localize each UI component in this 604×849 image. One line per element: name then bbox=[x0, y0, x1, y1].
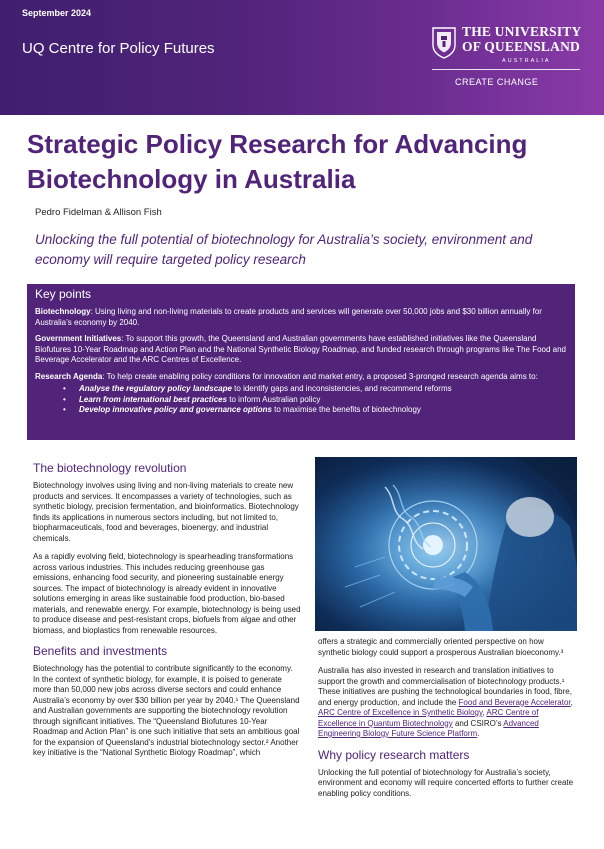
key-point-text: : To support this growth, the Queensland and Australian governments have established initiatives like the Queensland Biofutures 10-Year Roadmap and Action Plan and the National Synthetic Biology Roadmap, and funded research through programs like The Food and Beverage Accelerator and the ARC Centres of Excellence. bbox=[35, 334, 567, 364]
document-title: Strategic Policy Research for Advancing Biotechnology in Australia bbox=[27, 129, 528, 194]
link-food-beverage-accelerator[interactable]: Food and Beverage Accelerator bbox=[458, 697, 571, 707]
paragraph-text: Australia has also invested in research and translation initiatives to support the growth and commercialisation of biotechnology products.¹ These initiatives are pushing the technological boundaries in food, fibre, and energy production, and include the bbox=[318, 666, 572, 707]
agenda-list bbox=[79, 384, 567, 416]
document-subtitle: Unlocking the full potential of biotechnology for Australia’s society, environment and economy will require targeted policy research bbox=[35, 232, 533, 267]
link-arc-synthetic-biology[interactable]: ARC Centre of Excellence in Synthetic Biology bbox=[318, 708, 483, 717]
section-heading-policy-research: Why policy research matters bbox=[318, 747, 470, 762]
paragraph: As a rapidly evolving field, biotechnology is spearheading transformations across various industries. This includes reducing greenhouse gas emissions, enhancing food security, and pioneering sustainable energy sources. The impact of biotechnology is already evident in innovative solutions emerging in areas like sustainable food production, bio-based materials, and renewable energy. For example, biotechnology is being used to produce disease and pest-resistant crops, biofuels from algae and other biomass, and bioplastics from renewable resources. bbox=[33, 552, 301, 635]
key-point-biotechnology bbox=[35, 307, 567, 328]
header-banner bbox=[0, 0, 604, 115]
key-point-government bbox=[35, 334, 567, 366]
agenda-item bbox=[79, 384, 567, 395]
publication-date: September 2024 bbox=[22, 8, 92, 18]
agenda-item-text: to inform Australian policy bbox=[227, 394, 321, 404]
key-point-text: : To help create enabling policy conditions for innovation and market entry, a proposed 3-pronged research agenda aims to: bbox=[102, 371, 538, 381]
university-tagline: CREATE CHANGE bbox=[455, 77, 539, 87]
key-point-label: Government Initiatives bbox=[35, 334, 122, 343]
university-country: AUSTRALIA bbox=[502, 58, 551, 64]
paragraph: offers a strategic and commercially oriented perspective on how synthetic biology could support a prosperous Australian bioeconomy.³ bbox=[318, 637, 564, 657]
agenda-item-emphasis: Develop innovative policy and governance options bbox=[79, 405, 272, 414]
logo-divider bbox=[432, 69, 580, 70]
section-heading-revolution: The biotechnology revolution bbox=[33, 461, 187, 475]
agenda-item-emphasis: Learn from international best practices bbox=[79, 394, 228, 404]
section-heading-benefits: Benefits and investments bbox=[33, 644, 168, 658]
university-name bbox=[462, 24, 581, 54]
centre-name: UQ Centre for Policy Futures bbox=[22, 40, 215, 57]
paragraph: Unlocking the full potential of biotechnology for Australia’s society, environment and economy will require concerted efforts to further create enabling policy conditions. bbox=[318, 767, 574, 798]
key-point-agenda bbox=[35, 372, 567, 383]
link-csiro-platform[interactable]: Advanced Engineering Biology Future Science Platform bbox=[318, 718, 539, 738]
link-arc-quantum-biotechnology[interactable]: ARC Centre of Excellence in Quantum Biotechnology bbox=[318, 708, 539, 728]
key-point-label: Research Agenda bbox=[35, 371, 103, 381]
agenda-item-text: to maximise the benefits of biotechnology bbox=[271, 405, 421, 414]
left-column bbox=[33, 461, 301, 767]
agenda-item-text: to identify gaps and inconsistencies, and recommend reforms bbox=[231, 384, 452, 393]
authors: Pedro Fidelman & Allison Fish bbox=[35, 207, 162, 218]
biotech-researcher-photo bbox=[315, 457, 577, 631]
uq-crest-icon bbox=[432, 27, 456, 59]
photo-illustration bbox=[315, 457, 577, 631]
key-points-heading: Key points bbox=[35, 287, 92, 301]
paragraph-text: and CSIRO’s bbox=[452, 718, 504, 728]
right-column bbox=[318, 637, 576, 807]
key-point-text: : Using living and non-living materials to create products and services will generate over 50,000 jobs and $30 billion annually for Australia’s economy by 2040. bbox=[35, 307, 542, 327]
key-points-box bbox=[27, 284, 575, 440]
key-point-label: Biotechnology bbox=[35, 307, 91, 316]
agenda-item bbox=[79, 395, 567, 406]
university-name-line2: OF QUEENSLAND bbox=[462, 39, 580, 54]
agenda-item-emphasis: Analyse the regulatory policy landscape bbox=[79, 384, 232, 393]
university-name-line1: THE UNIVERSITY bbox=[462, 24, 582, 39]
agenda-item bbox=[79, 405, 567, 416]
paragraph: Biotechnology has the potential to contribute significantly to the economy. In the context of synthetic biology, for example, it is poised to generate more than 50,000 new jobs across diverse sectors and could enhance Australia’s economy by over $30 billion per year by 2040.¹ The Queensland and Australian governments are supporting the biotechnology revolution through significant initiatives. The “Queensland Biofutures 10-Year Roadmap and Action Plan” is one such initiative that sets an ambitious goal for the expansion of Queensland’s industrial biotechnology sector.² Another key initiative is the “National Synthetic Biology Roadmap”, which bbox=[33, 664, 300, 757]
paragraph-initiatives: Australia has also invested in research and translation initiatives to support the growth and commercialisation of biotechnology products.¹ These initiatives are pushing the technological boundaries in food, fibre, and energy production, and include the Food and Beverage Accelerator, ARC Centre of Excellence in Synthetic Biology, ARC Centre of Excellence in Quantum Biotechnology and CSIRO’s Advanced Engineering Biology Future Science Platform. bbox=[318, 666, 573, 738]
paragraph: Biotechnology involves using living and non-living materials to create new products and services. It encompasses a variety of technologies, such as synthetic biology, precision fermentation, and bioinformatics. Biotechnology finds its applications in numerous sectors including, but not limited to, biopharmaceuticals, food and beverages, bioenergy, and industrial chemicals. bbox=[33, 481, 299, 543]
